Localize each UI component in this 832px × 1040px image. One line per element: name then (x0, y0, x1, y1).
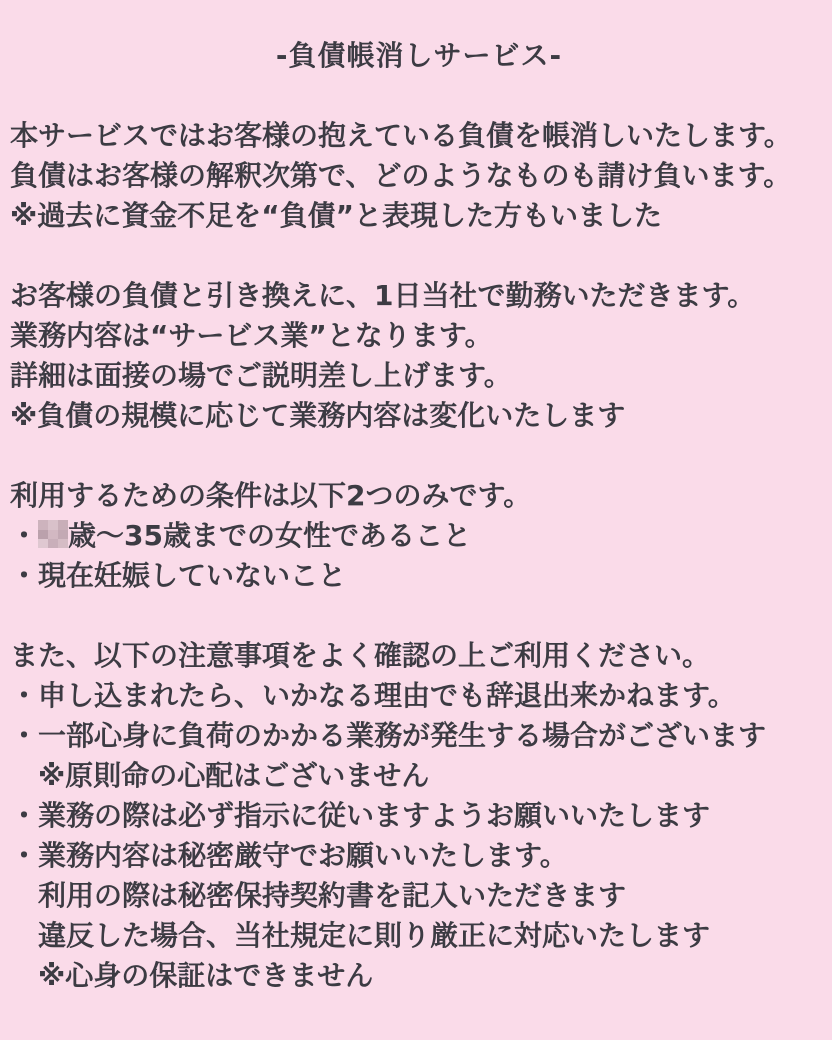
notices-heading: また、以下の注意事項をよく確認の上ご利用ください。 (10, 639, 711, 672)
notices-section (10, 636, 828, 996)
notice-subline-2: 違反した場合、当社規定に則り厳正に対応いたします (38, 919, 711, 952)
censored-age-mosaic (38, 520, 68, 548)
work-note-line: ※負債の規模に応じて業務内容は変化いたします (10, 399, 626, 432)
work-line-3: 詳細は面接の場でご説明差し上げます。 (10, 359, 512, 392)
work-line-2: 業務内容は“サービス業”となります。 (10, 319, 493, 352)
work-section (10, 276, 828, 436)
intro-line-2: 負債はお客様の解釈次第で、どのようなものも請け負います。 (10, 159, 792, 192)
notice-line-2: ・一部心身に負荷のかかる業務が発生する場合がございます (10, 719, 767, 752)
spacer (10, 236, 828, 276)
notice-subnote-1: ※原則命の心配はございません (38, 759, 430, 792)
conditions-section (10, 476, 828, 596)
bullet: ・ (10, 519, 39, 552)
page-title: -負債帳消しサービス- (275, 39, 563, 72)
intro-note-line: ※過去に資金不足を“負債”と表現した方もいました (10, 199, 663, 232)
conditions-heading: 利用するための条件は以下2つのみです。 (10, 479, 532, 512)
notice-line-3: ・業務の際は必ず指示に従いますようお願いいたします (10, 799, 711, 832)
notice-line-4: ・業務内容は秘密厳守でお願いいたします。 (10, 839, 568, 872)
intro-line-1: 本サービスではお客様の抱えている負債を帳消しいたします。 (10, 119, 792, 152)
condition-age-text: 歳〜35歳までの女性であること (68, 519, 471, 552)
spacer (10, 596, 828, 636)
work-line-1: お客様の負債と引き換えに、1日当社で勤務いただきます。 (10, 279, 756, 312)
spacer (10, 76, 828, 116)
intro-section (10, 116, 828, 236)
notice-subnote-2: ※心身の保証はできません (38, 959, 374, 992)
notice-subline-1: 利用の際は秘密保持契約書を記入いただきます (38, 879, 627, 912)
condition-pregnancy-line: ・現在妊娠していないこと (10, 559, 347, 592)
condition-age-line (10, 516, 828, 556)
spacer (10, 436, 828, 476)
notice-line-1: ・申し込まれたら、いかなる理由でも辞退出来かねます。 (10, 679, 736, 712)
